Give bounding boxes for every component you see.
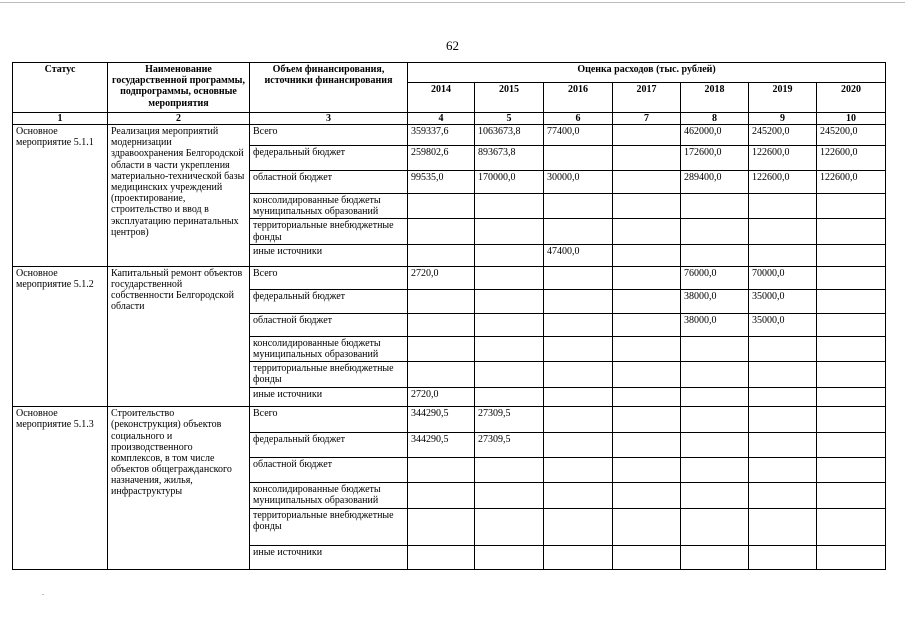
amount-cell-2015: 170000,0 (475, 171, 544, 194)
funding-source: территориальные внебюджетные фонды (250, 219, 408, 244)
table-row (13, 266, 886, 289)
amount-cell-2020 (817, 407, 886, 433)
amount-cell-2019: 35000,0 (749, 289, 817, 313)
column-index: 7 (613, 113, 681, 125)
funding-source: федеральный бюджет (250, 289, 408, 313)
amount-cell-2017 (613, 146, 681, 171)
measure-status: Основное мероприятие 5.1.3 (13, 407, 108, 569)
amount-cell-2014: 359337,6 (408, 125, 475, 146)
amount-cell-2019 (749, 407, 817, 433)
funding-source: иные источники (250, 244, 408, 266)
amount-cell-2015 (475, 545, 544, 569)
amount-cell-2016: 47400,0 (544, 244, 613, 266)
amount-cell-2017 (613, 362, 681, 388)
amount-cell-2019: 35000,0 (749, 313, 817, 336)
amount-cell-2019 (749, 458, 817, 483)
amount-cell-2015 (475, 194, 544, 219)
amount-cell-2016: 30000,0 (544, 171, 613, 194)
amount-cell-2020 (817, 194, 886, 219)
header-volume: Объем финансирования, источники финансирования (250, 63, 408, 113)
amount-cell-2014 (408, 336, 475, 361)
amount-cell-2017 (613, 458, 681, 483)
amount-cell-2017 (613, 219, 681, 244)
amount-cell-2014: 2720,0 (408, 388, 475, 407)
amount-cell-2017 (613, 194, 681, 219)
amount-cell-2014 (408, 362, 475, 388)
amount-cell-2020 (817, 508, 886, 545)
amount-cell-2020: 245200,0 (817, 125, 886, 146)
amount-cell-2019: 122600,0 (749, 171, 817, 194)
measure-name: Строительство (реконструкция) объектов социального и производственного комплексов, в том числе объектов общегражданского назначения, жилья, инфраструктуры (108, 407, 250, 569)
amount-cell-2016 (544, 388, 613, 407)
amount-cell-2016 (544, 407, 613, 433)
amount-cell-2015 (475, 266, 544, 289)
amount-cell-2015 (475, 244, 544, 266)
amount-cell-2016 (544, 458, 613, 483)
amount-cell-2018 (681, 388, 749, 407)
amount-cell-2019 (749, 483, 817, 508)
amount-cell-2014: 259802,6 (408, 146, 475, 171)
column-index: 1 (13, 113, 108, 125)
scan-top-edge (0, 2, 905, 3)
amount-cell-2017 (613, 433, 681, 458)
amount-cell-2015 (475, 388, 544, 407)
amount-cell-2014 (408, 508, 475, 545)
amount-cell-2017 (613, 125, 681, 146)
amount-cell-2017 (613, 244, 681, 266)
year-header-2015: 2015 (475, 83, 544, 113)
funding-source: Всего (250, 266, 408, 289)
amount-cell-2017 (613, 545, 681, 569)
funding-source: федеральный бюджет (250, 146, 408, 171)
amount-cell-2014 (408, 483, 475, 508)
amount-cell-2015 (475, 336, 544, 361)
amount-cell-2014 (408, 545, 475, 569)
column-index: 3 (250, 113, 408, 125)
amount-cell-2014 (408, 313, 475, 336)
amount-cell-2018 (681, 194, 749, 219)
amount-cell-2014: 99535,0 (408, 171, 475, 194)
measure-status: Основное мероприятие 5.1.2 (13, 266, 108, 406)
table-row (13, 125, 886, 146)
amount-cell-2018 (681, 362, 749, 388)
amount-cell-2020 (817, 289, 886, 313)
amount-cell-2019 (749, 194, 817, 219)
funding-source: Всего (250, 125, 408, 146)
amount-cell-2020: 122600,0 (817, 146, 886, 171)
funding-source: областной бюджет (250, 313, 408, 336)
year-header-2014: 2014 (408, 83, 475, 113)
funding-source: консолидированные бюджеты муниципальных образований (250, 194, 408, 219)
measure-name: Капитальный ремонт объектов государственной собственности Белгородской области (108, 266, 250, 406)
amount-cell-2019 (749, 433, 817, 458)
amount-cell-2016 (544, 545, 613, 569)
amount-cell-2018 (681, 407, 749, 433)
amount-cell-2019 (749, 362, 817, 388)
funding-source: территориальные внебюджетные фонды (250, 362, 408, 388)
amount-cell-2019 (749, 336, 817, 361)
amount-cell-2014: 2720,0 (408, 266, 475, 289)
amount-cell-2015 (475, 508, 544, 545)
header-estimate: Оценка расходов (тыс. рублей) (408, 63, 886, 83)
amount-cell-2020 (817, 313, 886, 336)
amount-cell-2017 (613, 313, 681, 336)
amount-cell-2014: 344290,5 (408, 433, 475, 458)
column-index: 6 (544, 113, 613, 125)
year-header-2019: 2019 (749, 83, 817, 113)
amount-cell-2015 (475, 362, 544, 388)
amount-cell-2019 (749, 219, 817, 244)
amount-cell-2018 (681, 336, 749, 361)
column-index: 2 (108, 113, 250, 125)
amount-cell-2016 (544, 362, 613, 388)
amount-cell-2019: 70000,0 (749, 266, 817, 289)
amount-cell-2019 (749, 244, 817, 266)
amount-cell-2016 (544, 146, 613, 171)
column-index: 5 (475, 113, 544, 125)
year-header-2018: 2018 (681, 83, 749, 113)
funding-source: областной бюджет (250, 458, 408, 483)
amount-cell-2017 (613, 508, 681, 545)
amount-cell-2019 (749, 508, 817, 545)
header-name: Наименование государственной программы, подпрограммы, основные мероприятия (108, 63, 250, 113)
amount-cell-2019: 245200,0 (749, 125, 817, 146)
financing-table (12, 62, 886, 570)
header-status: Статус (13, 63, 108, 113)
amount-cell-2020 (817, 458, 886, 483)
amount-cell-2020 (817, 266, 886, 289)
measure-status: Основное мероприятие 5.1.1 (13, 125, 108, 267)
funding-source: консолидированные бюджеты муниципальных образований (250, 336, 408, 361)
amount-cell-2016 (544, 433, 613, 458)
amount-cell-2020 (817, 545, 886, 569)
page-number: 62 (446, 38, 459, 53)
amount-cell-2020 (817, 336, 886, 361)
amount-cell-2016 (544, 194, 613, 219)
amount-cell-2018 (681, 545, 749, 569)
amount-cell-2020 (817, 362, 886, 388)
amount-cell-2020 (817, 219, 886, 244)
year-header-2017: 2017 (613, 83, 681, 113)
amount-cell-2018: 38000,0 (681, 289, 749, 313)
amount-cell-2015: 1063673,8 (475, 125, 544, 146)
amount-cell-2018: 172600,0 (681, 146, 749, 171)
amount-cell-2016 (544, 508, 613, 545)
amount-cell-2016: 77400,0 (544, 125, 613, 146)
funding-source: иные источники (250, 388, 408, 407)
amount-cell-2015 (475, 313, 544, 336)
table-row (13, 407, 886, 433)
amount-cell-2018: 462000,0 (681, 125, 749, 146)
amount-cell-2014 (408, 194, 475, 219)
amount-cell-2017 (613, 388, 681, 407)
amount-cell-2019: 122600,0 (749, 146, 817, 171)
amount-cell-2020 (817, 433, 886, 458)
funding-source: иные источники (250, 545, 408, 569)
amount-cell-2016 (544, 313, 613, 336)
amount-cell-2016 (544, 219, 613, 244)
amount-cell-2017 (613, 336, 681, 361)
amount-cell-2016 (544, 483, 613, 508)
amount-cell-2018: 76000,0 (681, 266, 749, 289)
amount-cell-2018 (681, 458, 749, 483)
amount-cell-2016 (544, 289, 613, 313)
amount-cell-2015: 27309,5 (475, 433, 544, 458)
column-index: 8 (681, 113, 749, 125)
amount-cell-2020 (817, 388, 886, 407)
amount-cell-2015 (475, 219, 544, 244)
amount-cell-2015 (475, 289, 544, 313)
amount-cell-2018 (681, 219, 749, 244)
amount-cell-2020 (817, 483, 886, 508)
amount-cell-2018 (681, 508, 749, 545)
column-index: 10 (817, 113, 886, 125)
amount-cell-2017 (613, 266, 681, 289)
year-header-2020: 2020 (817, 83, 886, 113)
column-index: 4 (408, 113, 475, 125)
funding-source: Всего (250, 407, 408, 433)
column-index: 9 (749, 113, 817, 125)
year-header-2016: 2016 (544, 83, 613, 113)
amount-cell-2015 (475, 458, 544, 483)
amount-cell-2014 (408, 458, 475, 483)
amount-cell-2018 (681, 483, 749, 508)
amount-cell-2016 (544, 336, 613, 361)
amount-cell-2018 (681, 244, 749, 266)
amount-cell-2014 (408, 289, 475, 313)
amount-cell-2019 (749, 388, 817, 407)
amount-cell-2016 (544, 266, 613, 289)
funding-source: федеральный бюджет (250, 433, 408, 458)
amount-cell-2014: 344290,5 (408, 407, 475, 433)
amount-cell-2015: 893673,8 (475, 146, 544, 171)
amount-cell-2017 (613, 483, 681, 508)
amount-cell-2018: 289400,0 (681, 171, 749, 194)
amount-cell-2014 (408, 219, 475, 244)
amount-cell-2017 (613, 289, 681, 313)
amount-cell-2019 (749, 545, 817, 569)
amount-cell-2015 (475, 483, 544, 508)
amount-cell-2014 (408, 244, 475, 266)
amount-cell-2015: 27309,5 (475, 407, 544, 433)
amount-cell-2017 (613, 171, 681, 194)
funding-source: территориальные внебюджетные фонды (250, 508, 408, 545)
funding-source: консолидированные бюджеты муниципальных образований (250, 483, 408, 508)
amount-cell-2017 (613, 407, 681, 433)
amount-cell-2020: 122600,0 (817, 171, 886, 194)
scan-mark: . (42, 588, 44, 597)
funding-source: областной бюджет (250, 171, 408, 194)
measure-name: Реализация мероприятий модернизации здравоохранения Белгородской области в части укрепления материально-технической базы медицинских учреждений (проектирование, строительство и ввод в эксплуатацию перинатальных центров) (108, 125, 250, 267)
amount-cell-2018 (681, 433, 749, 458)
amount-cell-2020 (817, 244, 886, 266)
amount-cell-2018: 38000,0 (681, 313, 749, 336)
